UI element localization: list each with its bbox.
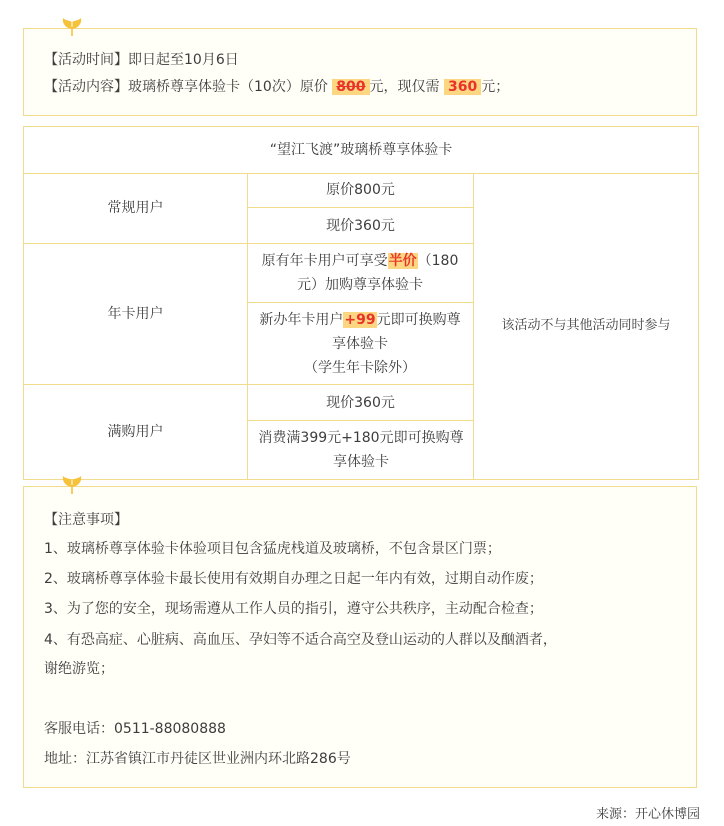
row-full-purchase-item-current: 现价360元 [326, 394, 395, 411]
notice-item-4: 4、有恐高症、心脏病、高血压、孕妇等不适合高空及登山运动的人群以及酗酒者， [44, 632, 557, 648]
notice-title: 【注意事项】 [44, 512, 128, 528]
address: 地址：江苏省镇江市丹徒区世业洲内环北路286号 [44, 751, 351, 767]
row-regular-item-original: 原价800元 [326, 182, 395, 198]
source-credit: 来源：开心休博园 [595, 807, 700, 822]
row-annual-item-existing: 原有年卡用户可享受半价（180元）加购尊享体验卡 [261, 253, 459, 293]
ginkgo-leaf-icon [60, 474, 84, 496]
table-title: “望江飞渡”玻璃桥尊享体验卡 [269, 142, 453, 158]
row-annual-item-new: 新办年卡用户+99元即可换购尊享体验卡 （学生年卡除外） [259, 311, 461, 376]
notice-item-2: 2、玻璃桥尊享体验卡最长使用有效期自办理之日起一年内有效，过期自动作废； [44, 571, 543, 587]
row-regular-item-current: 现价360元 [326, 217, 395, 234]
service-phone: 客服电话：0511-88080888 [44, 721, 226, 737]
notice-item-4-cont: 谢绝游览； [44, 661, 114, 677]
original-price: 800 [332, 79, 369, 95]
pricing-table [23, 126, 699, 480]
row-full-purchase-item-exchange: 消费满399元+180元即可换购尊享体验卡 [258, 430, 464, 470]
activity-box [23, 28, 697, 116]
current-price: 360 [444, 79, 481, 95]
notice-item-1: 1、玻璃桥尊享体验卡体验项目包含猛虎栈道及玻璃桥，不包含景区门票； [44, 541, 501, 557]
activity-content: 【活动内容】玻璃桥尊享体验卡（10次）原价 800 元，现仅需 360 元； [44, 79, 510, 95]
activity-time: 【活动时间】即日起至10月6日 [44, 52, 239, 68]
row-annual-category: 年卡用户 [107, 306, 164, 322]
notice-item-3: 3、为了您的安全，现场需遵从工作人员的指引，遵守公共秩序，主动配合检查； [44, 601, 543, 617]
ginkgo-leaf-icon [60, 16, 84, 38]
row-regular-category: 常规用户 [107, 200, 164, 216]
notice-box [23, 486, 697, 788]
table-remark: 该活动不与其他活动同时参与 [501, 318, 671, 333]
row-full-purchase-category: 满购用户 [107, 424, 164, 440]
